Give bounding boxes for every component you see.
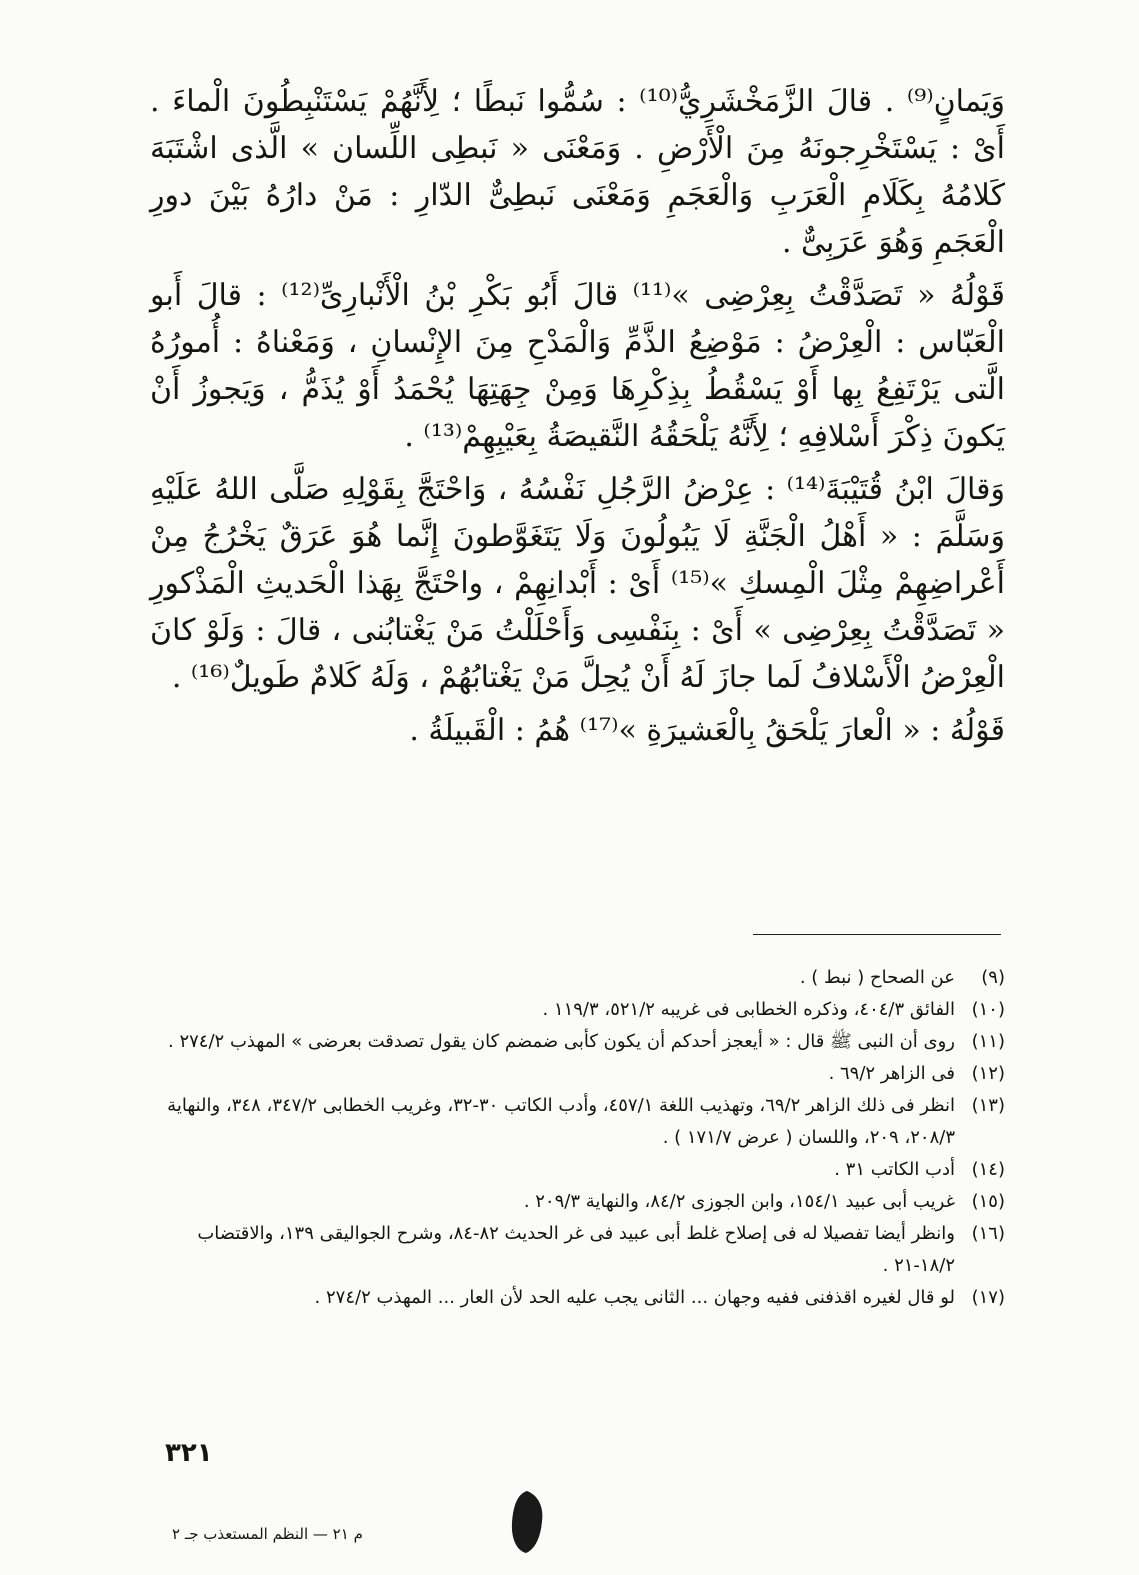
footnote-14 <box>160 1154 1005 1186</box>
footnote-separator <box>753 934 1001 935</box>
footnote-text: عن الصحاح ( نبط ) . <box>799 967 955 988</box>
footnote-11 <box>160 1026 1005 1058</box>
paragraph-4: قَوْلُهُ : « الْعارَ يَلْحَقُ بِالْعَشيرَةِ »⁽¹⁷⁾ هُمُ : الْقَبيلَةُ . <box>409 713 1005 748</box>
footnote-number: (٩) <box>981 967 1005 988</box>
footnote-text: غريب أبى عبيد ١٥٤/١، وابن الجوزى ٨٤/٢، والنهاية ٢٠٩/٣ . <box>523 1191 955 1212</box>
running-footer: م ٢١ — النظم المستعذب جـ ٢ <box>172 1525 363 1543</box>
footnote-number: (١٦) <box>971 1223 1005 1244</box>
footnote-16 <box>160 1218 1005 1282</box>
footnote-text: أدب الكاتب ٣١ . <box>834 1159 955 1180</box>
footnote-number: (١٠) <box>971 999 1005 1020</box>
footnote-text: لو قال لغيره اقذفنى ففيه وجهان ... الثانى يجب عليه الحد لأن العار ... المهذب ٢٧٤/٢ . <box>314 1287 955 1308</box>
footnote-10 <box>160 994 1005 1026</box>
ink-blot-mark <box>508 1489 546 1555</box>
footnote-number: (١٥) <box>971 1191 1005 1212</box>
page-number: ٣٢١ <box>165 1438 213 1468</box>
paragraph-2: قَوْلُهُ « تَصَدَّقْتُ بِعِرْضِى »⁽¹¹⁾ قالَ أَبُو بَكْرِ بْنُ الْأَنْبارِىِّ⁽¹²⁾ : قالَ أَبو الْعَبّاس : الْعِرْضُ : مَوْضِعُ الذَّمِّ وَالْمَدْحِ مِنَ الإِنْسانِ ، وَمَعْناهُ : أُمورُهُ الَّتى يَرْتَفِعُ بِها أَوْ يَسْقُطُ بِذِكْرِهَا وَمِنْ جِهَتِهَا يُحْمَدُ أَوْ يُذَمُّ ، وَيَجوزُ أَنْ يَكونَ ذِكْرَ أَسْلافِهِ ؛ لِأَنَّهُ يَلْحَقُهُ النَّقيصَةُ بِعَيْبِهِمْ⁽¹³⁾ . <box>150 278 1006 454</box>
footnote-text: روى أن النبى ﷺ قال : « أيعجز أحدكم أن يكون كأبى ضمضم كان يقول تصدقت بعرضى » المهذب ٢٧٤/٢ . <box>168 1031 955 1052</box>
footnote-text: فى الزاهر ٦٩/٢ . <box>828 1063 955 1084</box>
footnote-text: الفائق ٤٠٤/٣، وذكره الخطابى فى غريبه ٥٢١/٢، ١١٩/٣ . <box>542 999 955 1020</box>
paragraph-1: وَيَمانٍ⁽⁹⁾ . قالَ الزَّمَخْشَرِيُّ⁽¹⁰⁾ : سُمُّوا نَبطًا ؛ لِأَنَّهُمْ يَسْتَنْبِطُونَ الْماءَ . أَىْ : يَسْتَخْرِجونَهُ مِنَ الْأَرْضِ . وَمَعْنَى « نَبطِى اللِّسان » الَّذى اشْتَبَهَ كَلامُهُ بِكَلَامِ الْعَرَبِ وَالْعَجَمِ وَمَعْنَى نَبطِىٌّ الدّارِ : مَنْ دارُهُ بَيْنَ دورِ الْعَجَمِ وَهُوَ عَرَبِىٌّ . <box>150 84 1006 260</box>
footnote-15 <box>160 1186 1005 1218</box>
footnotes-section <box>160 962 1005 1314</box>
footnote-number: (١٣) <box>971 1095 1005 1116</box>
footnote-12 <box>160 1058 1005 1090</box>
footnote-number: (١٤) <box>971 1159 1005 1180</box>
footnote-9 <box>160 962 1005 994</box>
footnote-number: (١١) <box>971 1031 1005 1052</box>
footnote-number: (١٧) <box>971 1287 1005 1308</box>
footnote-text: انظر فى ذلك الزاهر ٦٩/٢، وتهذيب اللغة ٤٥٧/١، وأدب الكاتب ٣٠-٣٢، وغريب الخطابى ٣٤٧/٢، ٣٤٨، والنهاية ٢٠٨/٣، ٢٠٩، واللسان ( عرض ١٧١/٧ ) . <box>167 1095 955 1148</box>
footnote-text: وانظر أيضا تفصيلا له فى إصلاح غلط أبى عبيد فى غر الحديث ٨٢-٨٤، وشرح الجواليقى ١٣٩، والاقتضاب ١٨/٢-٢١ . <box>197 1223 955 1276</box>
footnote-17 <box>160 1282 1005 1314</box>
main-text-body <box>150 78 1005 760</box>
footnote-13 <box>160 1090 1005 1154</box>
footnote-number: (١٢) <box>971 1063 1005 1084</box>
paragraph-3: وَقالَ ابْنُ قُتَيْبَةَ⁽¹⁴⁾ : عِرْضُ الرَّجُلِ نَفْسُهُ ، وَاحْتَجَّ بِقَوْلِهِ صَلَّى اللهُ عَلَيْهِ وَسَلَّمَ : « أَهْلُ الْجَنَّةِ لَا يَبُولُونَ وَلَا يَتَغَوَّطونَ إِنَّما هُوَ عَرَقٌ يَخْرُجُ مِنْ أَعْراضِهِمْ مِثْلَ الْمِسكِ »⁽¹⁵⁾ أَىْ : أَبْدانِهِمْ ، واحْتَجَّ بِهَذا الْحَديثِ الْمَذْكورِ « تَصَدَّقْتُ بِعِرْضِى » أَىْ : بِنَفْسِى وَأَحْلَلْتُ مَنْ يَغْتابُنى ، قالَ : وَلَوْ كانَ الْعِرْضُ الْأَسْلافُ لَما جازَ لَهُ أَنْ يُحِلَّ مَنْ يَغْتابُهُمْ ، وَلَهُ كَلامٌ طَويلٌ⁽¹⁶⁾ . <box>150 472 1006 695</box>
